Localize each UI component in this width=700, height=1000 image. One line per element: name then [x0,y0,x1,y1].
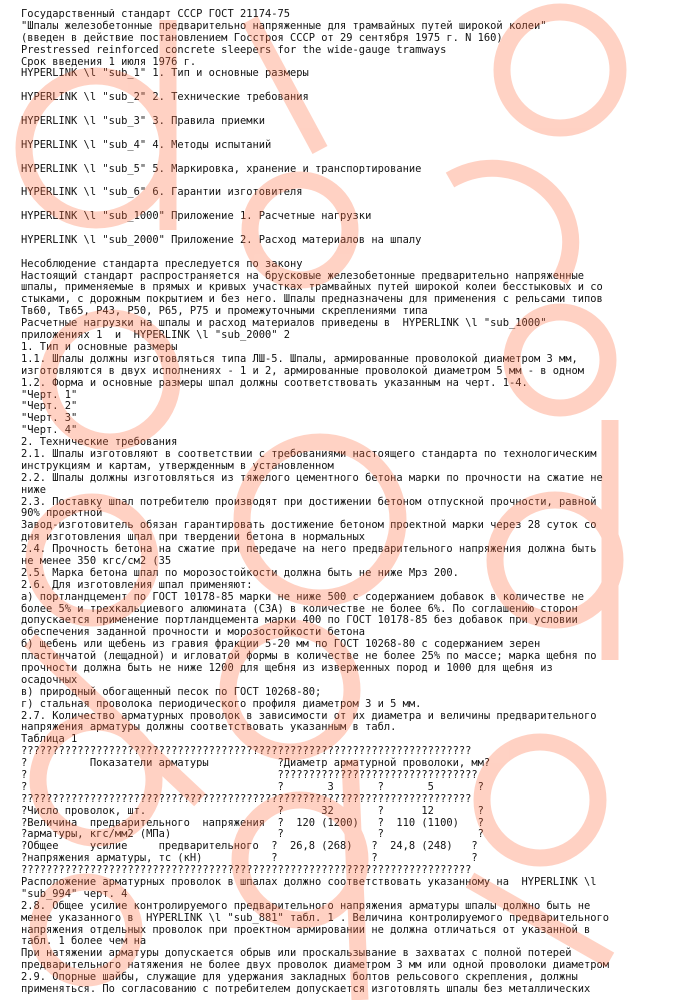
document-line: (введен в действие постановлением Госстроя СССР от 29 сентября 1975 г. N 160) [21,31,503,44]
document-line: При натяжении арматуры допускается обрыв или проскальзывание в захватах с полной потерей [21,947,572,960]
document-line: 2. Технические требования [21,436,178,449]
document-line: напряжения отдельных проволок при проектном армировании не должна отличаться от указанной в [21,923,591,936]
document-line: Срок введения 1 июля 1976 г. [21,55,197,68]
document-line: 2.4. Прочность бетона на сжатие при передаче на него предварительного напряжения должна быть [21,543,597,556]
document-line: менее указанного в HYPERLINK \l "sub_881" табл. 1 . Величина контролируемого предварительного [21,911,610,924]
document-line: ???????????????????????????????????????????????????????????????????????? [21,745,472,758]
document-line: ?арматуры, кгс/мм2 (МПа) ? ? ? [21,828,484,841]
document-line: 2.2. Шпалы должны изготовляться из тяжелого цементного бетона марки по прочности на сжатие не [21,471,603,484]
document-line: 2.6. Для изготовления шпал применяют: [21,578,253,591]
document-line: 90% проектной [21,507,103,520]
document-line: изготовляются в двух исполнениях - 1 и 2, армированные проволокой диаметром 5 мм - в одном [21,364,585,377]
document-line: "Черт. 4" [21,424,78,437]
document-line: применяться. По согласованию с потребителем допускается изготовлять шпалы без металлических [21,983,591,996]
document-line: ? Показатели арматуры ?Диаметр арматурной проволоки, мм? [21,757,491,770]
document-line: "sub_994" черт. 4 [21,887,128,900]
document-line: инструкциям и картам, утвержденным в установленном [21,459,334,472]
document-line: обеспечения заданной прочности и морозостойкости бетона [21,626,366,639]
document-line: ?напряжения арматуры, тс (кН) ? ? ? [21,852,478,865]
document-line: прочности должна быть не ниже 1200 для щебня из изверженных пород и 1000 для щебня из [21,661,553,674]
document-line [21,128,693,140]
document-line: 1.2. Форма и основные размеры шпал должны соответствовать указанным на черт. 1-4. [21,376,528,389]
document-line: ?Величина предварительного напряжения ? 120 (1200) ? 110 (1100) ? [21,816,484,829]
document-line: ???????????????????????????????????????????????????????????????????????? [21,792,472,805]
document-line: г) стальная проволока периодического профиля диаметром 3 и 5 мм. [21,697,422,710]
document-line: дня изготовления шпал при твердении бетона в нормальных [21,531,366,544]
document-line: HYPERLINK \l "sub_1000" Приложение 1. Расчетные нагрузки [21,210,372,223]
document-line: допускается применение портландцемента марки 400 по ГОСТ 10178-85 без добавок при условии [21,614,578,627]
document-line: Таблица 1 [21,733,78,746]
document-line: HYPERLINK \l "sub_6" 6. Гарантии изготовителя [21,186,303,199]
document-line: "Черт. 1" [21,388,78,401]
document-line: более 5% и трехкальциевого алюмината (С3А) в количестве не более 6%. По соглашению сторон [21,602,578,615]
document-line: приложениях 1 и HYPERLINK \l "sub_2000" 2 [21,329,290,342]
document-line: 2.8. Общее усилие контролируемого предварительного напряжения арматуры шпалы должно быть не [21,899,591,912]
document-line: осадочных [21,673,78,686]
document-line: стыками, с дорожным покрытием и без него. Шпалы предназначены для применения с рельсами типов [21,293,603,306]
document-line [21,247,693,259]
document-line: ниже [21,483,47,496]
document-line: Расположение арматурных проволок в шпалах должно соответствовать указанному на HYPERLINK \l [21,876,597,889]
document-line: напряжения арматуры должны соответствовать указанным в табл. [21,721,397,734]
document-line: ???????????????????????????????????????????????????????????????????????? [21,864,472,877]
document-line: в) природный обогащенный песок по ГОСТ 10268-80; [21,685,322,698]
document-line [21,152,693,164]
document-line: 1.1. Шпалы должны изготовляться типа ЛШ-5. Шпалы, армированные проволокой диаметром 3 мм, [21,352,578,365]
document-line: Несоблюдение стандарта преследуется по закону [21,257,303,270]
document-line: 2.9. Опорные шайбы, служащие для удержания закладных болтов рельсового скрепления, должны [21,971,578,984]
document-line: а) портландцемент по ГОСТ 10178-85 марки не ниже 500 с содержанием добавок в количестве не [21,590,585,603]
document-line: HYPERLINK \l "sub_2000" Приложение 2. Расход материалов на шпалу [21,233,422,246]
document-line: пластинчатой (лещадной) и игловатой формы в количестве не более 25% по массе; марка щебня по [21,650,597,663]
document-body [21,9,693,996]
document-line: Завод-изготовитель обязан гарантировать достижение бетоном проектной марки через 28 суток со [21,519,597,532]
document-line: шпалы, применяемые в прямых и кривых участках трамвайных путей широкой колеи бесстыковых и со [21,281,603,294]
document-line: 2.1. Шпалы изготовляют в соответствии с требованиями настоящего стандарта по технологическим [21,447,597,460]
document-line: HYPERLINK \l "sub_3" 3. Правила приемки [21,115,265,128]
document-line: 2.3. Поставку шпал потребителю производят при достижении бетоном отпускной прочности, равной [21,495,597,508]
document-line: предварительного натяжения не более двух проволок диаметром 3 мм или одной проволоки диаметром [21,959,610,972]
document-line: Государственный стандарт СССР ГОСТ 21174-75 [21,9,290,20]
document-line: 1. Тип и основные размеры [21,340,178,353]
document-line: HYPERLINK \l "sub_1" 1. Тип и основные размеры [21,67,309,80]
document-line: не менее 350 кгс/см2 (35 [21,554,172,567]
document-line: 2.5. Марка бетона шпал по морозостойкости должна быть не ниже Мрз 200. [21,566,459,579]
document-line: "Черт. 2" [21,400,78,413]
document-line: HYPERLINK \l "sub_2" 2. Технические требования [21,91,309,104]
document-line: ?Число проволок, шт. ? 32 ? 12 ? [21,804,484,817]
document-line: Тв60, Тв65, Р43, Р50, Р65, Р75 и промежуточными скреплениями типа [21,305,428,318]
document-line: Prestressed reinforced concrete sleepers for the wide-gauge tramways [21,43,447,56]
document-line: HYPERLINK \l "sub_4" 4. Методы испытаний [21,138,272,151]
document-line: ?Общее усилие предварительного ? 26,8 (268) ? 24,8 (248) ? [21,840,478,853]
document-line: Настоящий стандарт распространяется на брусковые железобетонные предварительно напряженные [21,269,585,282]
document-line: ? ???????????????????????????????? [21,769,478,781]
document-line: HYPERLINK \l "sub_5" 5. Маркировка, хранение и транспортирование [21,162,422,175]
document-line: Расчетные нагрузки на шпалы и расход материалов приведены в HYPERLINK \l "sub_1000" [21,317,547,330]
document-line: табл. 1 более чем на [21,935,147,948]
document-line: 2.7. Количество арматурных проволок в зависимости от их диаметра и величины предварительного [21,709,597,722]
document-line: ? ? 3 ? 5 ? [21,780,484,793]
document-line: "Черт. 3" [21,412,78,425]
document-line: б) щебень или щебень из гравия фракции 5-20 мм по ГОСТ 10268-80 с содержанием зерен [21,638,541,651]
document-line: "Шпалы железобетонные предварительно напряженные для трамвайных путей широкой колеи" [21,19,547,32]
